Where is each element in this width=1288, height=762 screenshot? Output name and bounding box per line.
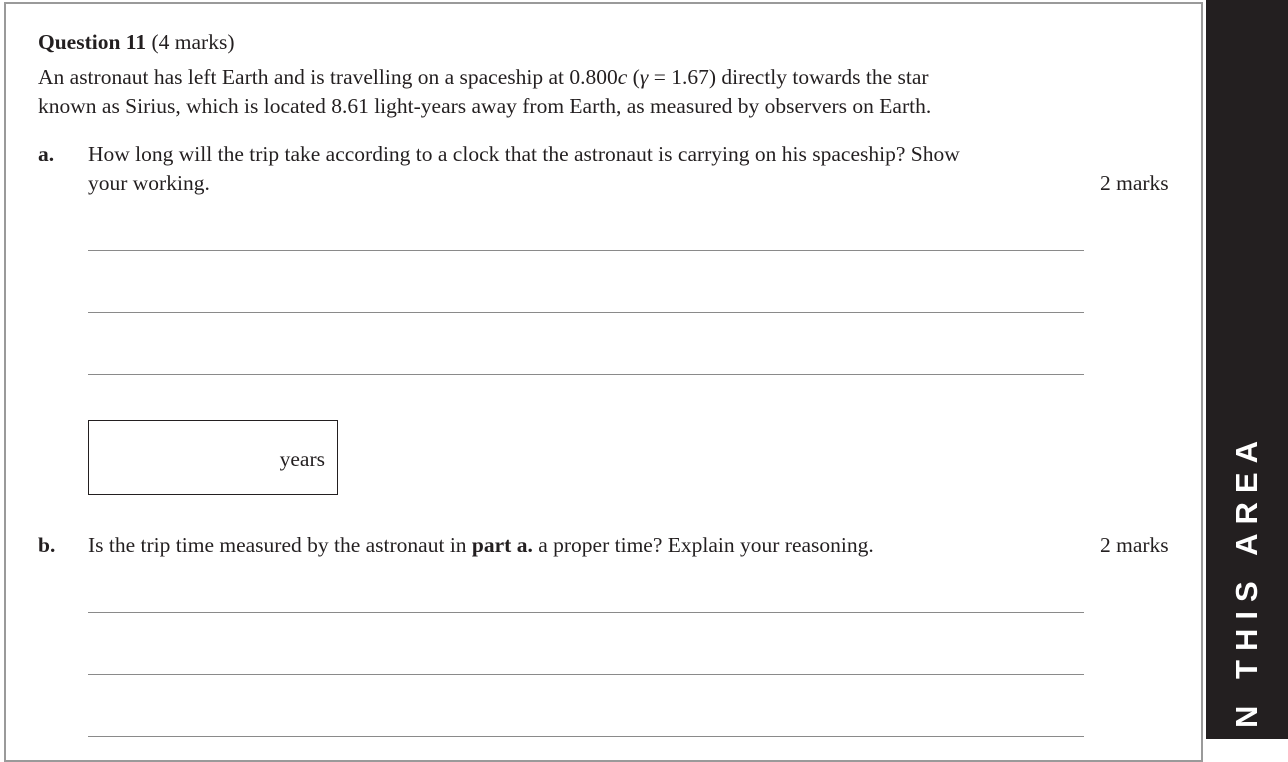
part-a-marks: 2 marks xyxy=(1100,171,1169,195)
answer-line[interactable] xyxy=(88,312,1084,313)
part-b-marks: 2 marks xyxy=(1100,533,1169,557)
do-not-write-text: N THIS AREA xyxy=(1229,432,1264,728)
part-a-label: a. xyxy=(38,142,55,166)
answer-unit: years xyxy=(279,447,325,471)
speed-of-light-symbol: c xyxy=(617,65,628,89)
intro-line-1 xyxy=(38,63,931,92)
part-b-reference: part a. xyxy=(471,533,533,557)
part-b-label: b. xyxy=(38,533,56,557)
question-marks: (4 marks) xyxy=(151,30,235,54)
part-a-line-2: your working. xyxy=(88,171,210,195)
answer-line[interactable] xyxy=(88,736,1084,737)
answer-line[interactable] xyxy=(88,250,1084,251)
answer-line[interactable] xyxy=(88,674,1084,675)
part-a-line-1: How long will the trip take according to a clock that the astronaut is carrying on his spaceship? Show xyxy=(88,142,960,166)
answer-line[interactable] xyxy=(88,374,1084,375)
question-number: Question 11 xyxy=(38,30,147,54)
intro-text: = 1.67) directly towards the star xyxy=(648,65,929,89)
intro-text: ( xyxy=(627,65,640,89)
question-title xyxy=(38,28,235,57)
gamma-symbol: γ xyxy=(639,65,649,89)
intro-line-2: known as Sirius, which is located 8.61 light-years away from Earth, as measured by observers on Earth. xyxy=(38,94,932,118)
part-b-text: a proper time? Explain your reasoning. xyxy=(532,533,874,557)
part-a-question xyxy=(88,140,960,198)
question-intro xyxy=(38,63,931,121)
intro-text: An astronaut has left Earth and is travelling on a spaceship at 0.800 xyxy=(38,65,618,89)
answer-line[interactable] xyxy=(88,612,1084,613)
part-a-answer-box[interactable] xyxy=(88,420,338,495)
part-b-question xyxy=(88,531,874,560)
part-b-text: Is the trip time measured by the astronaut in xyxy=(88,533,472,557)
